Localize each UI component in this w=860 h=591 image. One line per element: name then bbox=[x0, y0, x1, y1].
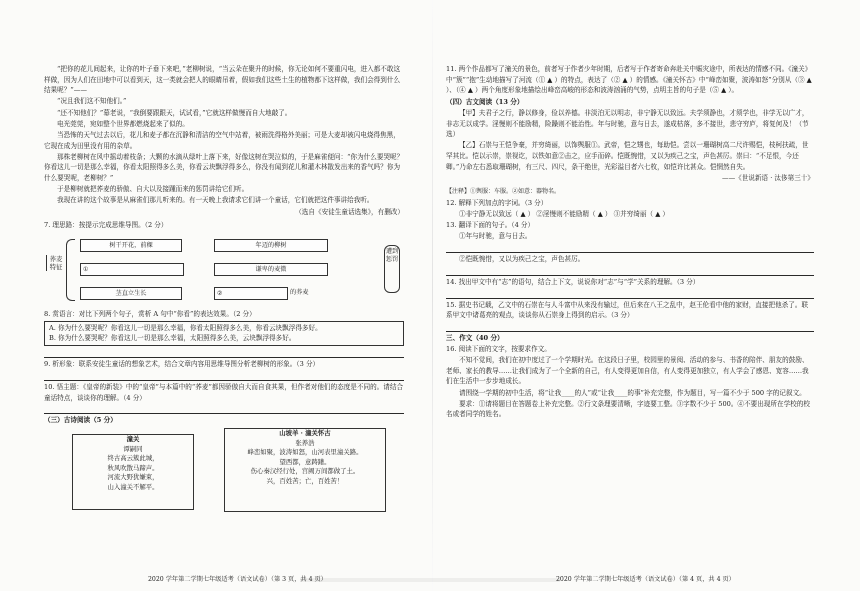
passage-paragraph: 当恐怖的天气过去以后，花儿和麦子都在沉静和清洁的空气中站着，被雨洗得格外美丽；可是大麦却被闪电烧得焦黑，它现在成为田里没有用的杂草。 bbox=[44, 130, 400, 150]
answer-line[interactable] bbox=[44, 371, 404, 382]
poem-author: 张养浩 bbox=[295, 438, 315, 447]
text-yi: 【乙】石崇与王恺争豪，并穷绮丽，以饰舆服①。武帝，恺之甥也，每助恺。尝以一珊瑚树高二尺许赐恺，枝柯扶疏，世罕其比。恺以示崇，崇视讫，以铁如意②击之，应手而碎。恺既惋惜，又以为疾己之宝，声色甚厉。崇曰：“不足恨，今还卿。”乃命左右悉取珊瑚树，有三尺、四尺，条干绝世，光彩溢目者六七枚，如恺许比甚众。恺惘然自失。 bbox=[446, 141, 809, 171]
poem-line: 兴，百姓苦；亡，百姓苦！ bbox=[266, 476, 344, 485]
answer-line[interactable] bbox=[446, 243, 814, 254]
section-classical-heading: （四）古文阅读（13 分） bbox=[446, 97, 524, 106]
page-3-footer: 2020 学年第二学期七年级适考（语文试卷）（第 3 页，共 4 页） bbox=[148, 576, 327, 583]
mind-map-side-label: 荞麦特征 bbox=[46, 255, 63, 271]
question-10: 10. 悟主题：《皇帝的新装》中的“皇帝”与本篇中的“荞麦”都因骄傲自大而自食其果，但作者对他们的态度是不同的。请结合童话特点，谈谈你的理解。（4 分） bbox=[44, 383, 404, 402]
section-writing-heading: 三、作文（40 分） bbox=[446, 333, 504, 342]
question-13: 13. 翻译下面的句子。（4 分） bbox=[446, 221, 535, 230]
question-13-b: ②恺既惋惜，又以为疾己之宝，声色甚厉。 bbox=[459, 255, 585, 264]
passage-paragraph: 我现在讲的这个故事是从麻雀们那儿听来的。有一天晚上我请求它们讲一个童话，它们就把这件事讲给我听。 bbox=[57, 196, 374, 205]
writing-task: 请围绕一学期的初中生活，将“让我____的人”或“让我____的事”补充完整，作为题目，写一篇不少于 500 字的记叙文。 bbox=[459, 388, 806, 397]
mind-map-blank-1[interactable]: ① bbox=[80, 263, 184, 276]
text-jia: 【甲】夫君子之行，静以修身，俭以养德。非淡泊无以明志，非宁静无以致远。夫学须静也，才须学也，非学无以广才，非志无以成学。淫慢则不能励精，险躁则不能治性。年与时驰，意与日去，遂成枯落，多不接世，悲守穷庐，将复何及！（节选） bbox=[446, 108, 809, 139]
page-3 bbox=[44, 64, 404, 514]
poem-line: 峰峦如聚，波涛如怒，山河表里潼关路。 bbox=[247, 448, 363, 457]
poem-line: 秋风吹散马蹄声。 bbox=[107, 463, 159, 472]
poem-author: 谭嗣同 bbox=[123, 444, 143, 453]
writing-requirements: 要求：①请将题目在答题卷上补充完整。②行文条理要清晰，字迹要工整。③字数不少于 500。④不要出现所在学校的校名或者同学的姓名。 bbox=[446, 399, 810, 419]
poem-line: 望西都，意踌躇。 bbox=[279, 457, 331, 466]
poem-line: 河流大野犹嫌束， bbox=[107, 473, 159, 482]
page-4 bbox=[446, 64, 814, 421]
page-fold bbox=[432, 0, 433, 591]
question-12: 12. 解释下列加点的字词。（3 分） bbox=[446, 198, 548, 207]
poem-title: 山坡羊 · 潼关怀古 bbox=[279, 428, 331, 437]
mind-map-blank-2[interactable]: ② bbox=[214, 287, 288, 300]
writing-prompt: 不知不觉间，我们在初中度过了一个学期时光。在这段日子里，校园里的景阅、活动的参与、书香的陪伴、朋友的鼓励、老师、家长的教导……让我们成为了一个全新的自己，有人变得更加自信，有人变得更加独立，有人学会了感恩、宽容……我们在生活中一步步地成长。 bbox=[446, 356, 809, 386]
poem-title: 潼关 bbox=[126, 434, 140, 443]
question-14: 14. 找出甲文中有“志”的语句，结合上下文，说说你对“志”与“学”关系的理解。（3 分） bbox=[446, 277, 700, 286]
question-8-options bbox=[44, 321, 404, 346]
mind-map-node: 树干开花，前稞 bbox=[80, 239, 182, 252]
answer-line[interactable] bbox=[44, 404, 404, 415]
answer-line[interactable] bbox=[44, 348, 404, 359]
mind-map-node: 茎直立生长 bbox=[80, 287, 182, 300]
passage-paragraph: 那株老柳树在风中摇动着枝条；大颗的水滴从绿叶上落下来，好像这树在哭泣似的，于是麻雀便问：“你为什么要哭呢？你看这儿一切是那么幸福，你看太阳照得多么美，你看云块飘浮得多么，你没有闻到花儿和灌木林散发出来的香气吗？你为什么要哭呢，老柳树？” bbox=[44, 152, 404, 182]
passage-paragraph: “况且我们这不知他们。” bbox=[57, 97, 127, 106]
passage-paragraph: “把你的花儿间起来，让你的叶子垂下来吧，”老柳树说，“当云朵在聚升的时候，你无论如何不要重闪电，进入都不敢这样做，因为人们在田地中可以看到天，这一类就会把人的眼睛吊着，假如我们这些土生的植物都下这样做，我们会得到什么结果呢？”—— bbox=[44, 65, 401, 95]
question-9: 9. 析形象：联系安徒生童话的想象艺术，结合文章内容用思维导图分析老柳树的形象。（3 分） bbox=[44, 360, 320, 369]
poem-line: 山入潼关不解平。 bbox=[107, 482, 159, 491]
scan-shadow bbox=[300, 578, 560, 582]
mind-map-brace bbox=[66, 239, 75, 301]
question-16: 16. 阅读下面的文字，按要求作文。 bbox=[446, 345, 551, 353]
poems-area bbox=[44, 428, 404, 514]
passage-paragraph: 于是柳树就把荞麦的骄傲、自大以及接踵而来的惩罚讲给它们听。 bbox=[57, 185, 249, 194]
passage-source: （选自《安徒生童话选集》，有删改） bbox=[295, 207, 404, 216]
answer-line[interactable] bbox=[446, 288, 814, 299]
option-b: B. 你为什么要哭呢？你看这儿一切是那么幸福，太阳照得多么美，云块飘浮得多好。 bbox=[49, 334, 296, 343]
question-8: 8. 赏语言：对比下列两个句子，赏析 A 句中“你看”的表达效果。（2 分） bbox=[44, 310, 256, 319]
question-13-a: ①年与时驰，意与日去。 bbox=[459, 232, 532, 241]
poem-line: 终古高云簇此城， bbox=[107, 454, 159, 463]
question-7: 7. 理思路：按提示完成思维导图。（2 分） bbox=[44, 221, 168, 230]
mind-map-result: 遭到惩罚 bbox=[384, 245, 400, 293]
question-15: 15. 据史书记载，乙文中的石崇在与人斗富中从来没有输过，但后来在八王之乱中，赵王伦看中他的家财，直接把他杀了。联系甲文中诸葛亮的观点，谈谈你从石崇身上得到的启示。（3 分） bbox=[446, 300, 809, 320]
annotation: 【注释】①舆服：车服。②如意：器物名。 bbox=[446, 187, 561, 195]
passage-paragraph: 电光莞莞，宛如整个世界都燃烧起来了似的。 bbox=[57, 119, 189, 128]
option-a: A. 你为什么要哭呢？你看这儿一切是那么幸福，你看太阳照得多么美，你看云块飘浮得多好。 bbox=[49, 323, 322, 332]
answer-line[interactable] bbox=[446, 265, 814, 276]
poem-line: 伤心秦汉经行处，宫阙万间都做了土。 bbox=[250, 467, 360, 476]
mind-map-node: 谦卑的麦微 bbox=[214, 263, 328, 276]
poem-tongguan bbox=[72, 434, 194, 510]
text-yi-source: ——《世说新语 · 汰侈第三十》 bbox=[721, 174, 814, 183]
answer-line[interactable] bbox=[446, 321, 814, 332]
question-12-items: ①非宁静无以致远（ ▲ ） ②淫慢则不能励精（ ▲ ） ③并穷绮丽（ ▲ ） bbox=[459, 210, 670, 219]
section-poetry-heading: （三）古诗阅读（5 分） bbox=[44, 416, 117, 425]
poem-shanpoyang bbox=[224, 428, 386, 512]
mind-map bbox=[44, 233, 404, 305]
mind-map-node: 年迈的柳树 bbox=[214, 239, 328, 252]
passage-paragraph: “还不知他们？”幕老说，“我倒要跟跟天，试试看，”它就这样做慢而自大地敲了。 bbox=[57, 108, 292, 117]
mind-map-suffix: 的荞麦 bbox=[290, 289, 309, 297]
page-4-footer: 2020 学年第二学期七年级适考（语文试卷）（第 4 页，共 4 页） bbox=[556, 576, 735, 583]
question-11: 11. 两个作品都写了潼关的景色，前者写于作者少年时期，后者写于作者寄命奔赴关中赈灾途中，所表达的情感不同。《潼关》中“簇”“抱”生动地描写了河流（① ▲ ）的特点，表达了（② ▲ ）的情感。《潼关怀古》中“峰峦如聚，波涛如怒”分别从（③ ▲ ）、（④ ▲ ）两个角度形象地描绘出峰峦高峻的形态和波涛汹涌的气势，点明主旨的句子是（⑤ ▲ ）。 bbox=[446, 65, 812, 95]
